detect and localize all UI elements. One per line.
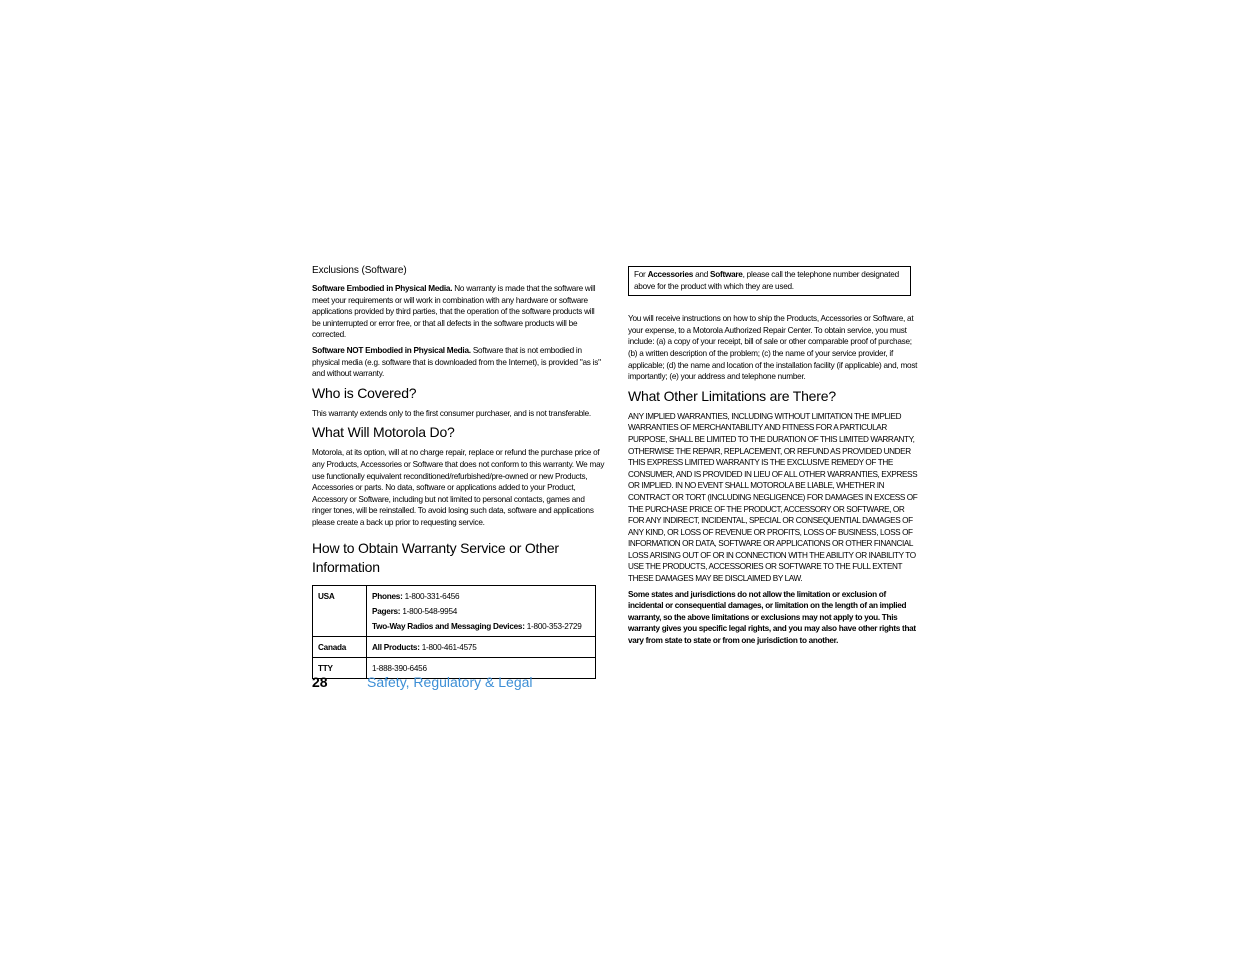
usa-pagers [372, 604, 590, 619]
section-title: Safety, Regulatory & Legal [367, 674, 533, 690]
note-text-pre: For [634, 270, 648, 279]
pagers-number: 1-800-548-9954 [400, 606, 458, 616]
country-cell-canada: Canada [313, 636, 367, 657]
obtain-service-heading: How to Obtain Warranty Service or Other Information [312, 539, 559, 575]
canada-numbers-cell [367, 636, 596, 657]
exclusions-label: Exclusions (Software) [312, 265, 407, 276]
software-physical-text: No warranty is made that the software will meet your requirements or will work in combination with any hardware or software applications provided by third parties, that the operation of the software products will be uninterrupted or error free, or that all defects in the software products will be corrected. [312, 284, 596, 340]
usa-phones [372, 589, 590, 604]
who-covered-heading: Who is Covered? [312, 384, 417, 401]
tty-number-cell: 1-888-390-6456 [367, 657, 596, 678]
software-physical-bold: Software Embodied in Physical Media. [312, 284, 453, 293]
note-software-bold: Software [710, 270, 743, 279]
limitations-text: ANY IMPLIED WARRANTIES, INCLUDING WITHOUT LIMITATION THE IMPLIED WARRANTIES OF MERCHANTABILITY AND FITNESS FOR A PARTICULAR PURPOSE, SHALL BE LIMITED TO THE DURATION OF THIS LIMITED WARRANTY, OTHERWISE THE REPAIR, REPLACEMENT, OR REFUND AS PROVIDED UNDER THIS EXPRESS LIMITED WARRANTY IS THE EXCLUSIVE REMEDY OF THE CONSUMER, AND IS PROVIDED IN LIEU OF ALL OTHER WARRANTIES, EXPRESS OR IMPLIED. IN NO EVENT SHALL MOTOROLA BE LIABLE, WHETHER IN CONTRACT OR TORT (INCLUDING NEGLIGENCE) FOR DAMAGES IN EXCESS OF THE PURCHASE PRICE OF THE PRODUCT, ACCESSORY OR SOFTWARE, OR FOR ANY INDIRECT, INCIDENTAL, SPECIAL OR CONSEQUENTIAL DAMAGES OF ANY KIND, OR LOSS OF REVENUE OR PROFITS, LOSS OF BUSINESS, LOSS OF INFORMATION OR DATA, SOFTWARE OR APPLICATIONS OR OTHER FINANCIAL LOSS ARISING OUT OF OR IN CONNECTION WITH THE ABILITY OR INABILITY TO USE THE PRODUCTS, ACCESSORIES OR SOFTWARE TO THE FULL EXTENT THESE DAMAGES MAY BE DISCLAIMED BY LAW. [628, 411, 918, 584]
radios-label: Two-Way Radios and Messaging Devices: [372, 621, 525, 631]
what-motorola-heading: What Will Motorola Do? [312, 424, 455, 441]
country-cell-tty: TTY [313, 657, 367, 678]
table-row [313, 636, 596, 657]
software-not-physical-text: Software that is not embodied in physical media (e.g. software that is downloaded from the Internet), is provided "as is" and without warranty. [312, 345, 601, 379]
contact-table [312, 585, 596, 679]
pagers-label: Pagers: [372, 606, 401, 616]
note-accessories-bold: Accessories [647, 270, 694, 279]
software-not-physical-paragraph [312, 345, 605, 380]
software-not-physical-bold: Software NOT Embodied in Physical Media. [312, 345, 471, 355]
who-covered-text: This warranty extends only to the first consumer purchaser, and is not transferable. [312, 408, 591, 418]
table-row [313, 585, 596, 636]
what-motorola-text: Motorola, at its option, will at no charge repair, replace or refund the purchase price of any Products, Accessories or Software that does not conform to this warranty. We may use functionally equivalent reconditioned/refurbished/pre-owned or new Products, Accessories or parts. No data, software or applications added to your Product, Accessory or Software, including but not limited to personal contacts, games and ringer tones, will be reinstalled. To avoid losing such data, software and applications please create a back up prior to requesting service. [312, 448, 605, 527]
phones-label: Phones: [372, 591, 403, 601]
canada-number: 1-800-461-4575 [419, 642, 477, 652]
shipping-instructions-text: You will receive instructions on how to ship the Products, Accessories or Software, at your expense, to a Motorola Authorized Repair Center. To obtain service, you must include: (a) a copy of your receipt, bill of sale or other comparable proof of purchase; (b) a written description of the problem; (c) the name of your service provider, if applicable; (d) the name and location of the installation facility (if applicable) and, most importantly; (e) your address and telephone number. [628, 314, 918, 382]
country-cell-usa: USA [313, 585, 367, 636]
phones-number: 1-800-331-6456 [402, 591, 460, 601]
note-text-post: , please call the telephone number designated above for the product with which they are used. [634, 270, 899, 291]
radios-number: 1-800-353-2729 [524, 621, 582, 631]
software-physical-paragraph [312, 283, 605, 341]
right-column [628, 266, 921, 651]
states-jurisdictions-text: Some states and jurisdictions do not allow the limitation or exclusion of incidental or consequential damages, or limitation on the length of an implied warranty, so the above limitations or exclusions may not apply to you. This warranty gives you specific legal rights, and you may also have other rights that vary from state to state or from one jurisdiction to another. [628, 589, 916, 646]
page-number: 28 [312, 674, 328, 690]
other-limitations-heading: What Other Limitations are There? [628, 387, 836, 404]
usa-numbers-cell [367, 585, 596, 636]
usa-radios [372, 619, 590, 634]
note-text-mid: and [693, 270, 711, 279]
all-products-label: All Products: [372, 642, 420, 652]
page-footer [312, 674, 533, 690]
left-column [312, 264, 605, 679]
accessories-note-box [628, 266, 911, 296]
